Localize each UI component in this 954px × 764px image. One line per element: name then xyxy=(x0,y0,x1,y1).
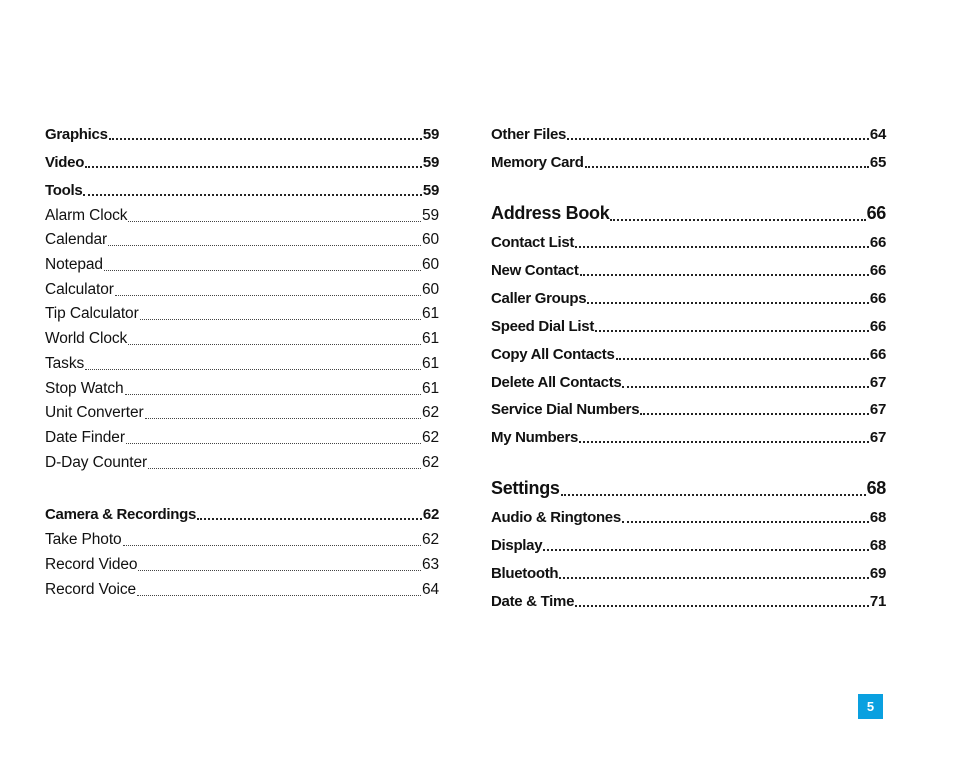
toc-entry-label: Caller Groups xyxy=(491,290,587,307)
toc-entry-page: 66 xyxy=(866,203,886,223)
toc-entry-page: 67 xyxy=(869,374,886,391)
toc-entry[interactable] xyxy=(491,234,886,251)
toc-entry-page: 67 xyxy=(869,401,886,418)
toc-entry-page: 61 xyxy=(421,330,439,347)
toc-entry[interactable] xyxy=(45,380,439,398)
toc-entry-label: Record Video xyxy=(45,556,138,573)
toc-entry-label: Speed Dial List xyxy=(491,318,595,335)
toc-entry-page: 59 xyxy=(422,126,439,143)
dot-leader xyxy=(567,138,869,140)
toc-entry-page: 66 xyxy=(869,290,886,307)
dot-leader xyxy=(83,194,422,196)
toc-entry-page: 62 xyxy=(422,506,439,523)
toc-entry[interactable] xyxy=(45,581,439,599)
dot-leader xyxy=(115,295,421,296)
toc-entry[interactable] xyxy=(45,231,439,249)
dot-leader xyxy=(125,394,421,395)
dot-leader xyxy=(575,246,869,248)
dot-leader xyxy=(85,166,422,168)
toc-entry-label: Address Book xyxy=(491,203,610,223)
toc-entry-label: Date & Time xyxy=(491,593,575,610)
toc-entry-page: 59 xyxy=(421,207,439,224)
toc-entry[interactable] xyxy=(45,506,439,523)
toc-entry-label: Tools xyxy=(45,182,83,199)
toc-entry-label: Calculator xyxy=(45,281,114,298)
dot-leader xyxy=(580,274,869,276)
toc-entry-page: 66 xyxy=(869,234,886,251)
dot-leader xyxy=(104,270,421,271)
toc-entry[interactable] xyxy=(491,509,886,526)
toc-entry-page: 66 xyxy=(869,346,886,363)
toc-entry[interactable] xyxy=(45,305,439,323)
toc-entry-label: Contact List xyxy=(491,234,575,251)
toc-entry-page: 68 xyxy=(866,478,886,498)
toc-entry-label: Delete All Contacts xyxy=(491,374,622,391)
toc-entry-label: Calendar xyxy=(45,231,108,248)
toc-entry-page: 61 xyxy=(421,380,439,397)
toc-entry-page: 71 xyxy=(869,593,886,610)
toc-entry-page: 61 xyxy=(421,305,439,322)
toc-entry[interactable] xyxy=(491,537,886,554)
dot-leader xyxy=(138,570,421,571)
toc-entry[interactable] xyxy=(45,330,439,348)
toc-entry-page: 66 xyxy=(869,262,886,279)
toc-entry[interactable] xyxy=(491,429,886,446)
toc-entry-page: 68 xyxy=(869,537,886,554)
toc-entry[interactable] xyxy=(45,154,439,171)
dot-leader xyxy=(123,545,421,546)
toc-entry[interactable] xyxy=(45,556,439,574)
toc-entry-page: 59 xyxy=(422,182,439,199)
toc-entry[interactable] xyxy=(491,318,886,335)
toc-entry[interactable] xyxy=(45,355,439,373)
toc-entry-label: Alarm Clock xyxy=(45,207,128,224)
toc-entry-label: Display xyxy=(491,537,543,554)
toc-entry-label: Take Photo xyxy=(45,531,122,548)
toc-entry-label: Stop Watch xyxy=(45,380,124,397)
toc-entry-label: Copy All Contacts xyxy=(491,346,615,363)
dot-leader xyxy=(561,494,866,496)
toc-entry[interactable] xyxy=(45,126,439,143)
toc-entry-label: Graphics xyxy=(45,126,108,143)
toc-entry-page: 68 xyxy=(869,509,886,526)
toc-entry-page: 60 xyxy=(421,256,439,273)
dot-leader xyxy=(585,166,869,168)
toc-entry-page: 60 xyxy=(421,231,439,248)
toc-entry-page: 62 xyxy=(421,404,439,421)
dot-leader xyxy=(140,319,421,320)
page-number-badge: 5 xyxy=(858,694,883,719)
dot-leader xyxy=(109,138,422,140)
dot-leader xyxy=(559,577,869,579)
toc-entry[interactable] xyxy=(491,565,886,582)
toc-entry-label: Tip Calculator xyxy=(45,305,139,322)
dot-leader xyxy=(640,413,869,415)
dot-leader xyxy=(148,468,421,469)
dot-leader xyxy=(145,418,421,419)
dot-leader xyxy=(579,441,869,443)
toc-entry-label: Tasks xyxy=(45,355,85,372)
toc-entry-label: New Contact xyxy=(491,262,579,279)
toc-entry-label: Service Dial Numbers xyxy=(491,401,640,418)
dot-leader xyxy=(85,369,421,370)
toc-entry-page: 64 xyxy=(869,126,886,143)
toc-entry[interactable] xyxy=(491,346,886,363)
toc-section-heading[interactable] xyxy=(491,203,886,224)
toc-entry[interactable] xyxy=(491,401,886,418)
dot-leader xyxy=(543,549,869,551)
toc-entry[interactable] xyxy=(45,256,439,274)
dot-leader xyxy=(128,344,421,345)
dot-leader xyxy=(622,386,868,388)
dot-leader xyxy=(575,605,869,607)
toc-entry-page: 60 xyxy=(421,281,439,298)
toc-entry-page: 59 xyxy=(422,154,439,171)
toc-entry-label: Video xyxy=(45,154,85,171)
toc-entry-label: Camera & Recordings xyxy=(45,506,197,523)
toc-entry-label: Unit Converter xyxy=(45,404,144,421)
dot-leader xyxy=(137,595,421,596)
toc-entry-label: Bluetooth xyxy=(491,565,559,582)
dot-leader xyxy=(587,302,869,304)
toc-entry-page: 62 xyxy=(421,429,439,446)
toc-entry[interactable] xyxy=(491,290,886,307)
dot-leader xyxy=(126,443,421,444)
toc-entry-page: 61 xyxy=(421,355,439,372)
toc-entry-label: Settings xyxy=(491,478,560,498)
toc-entry[interactable] xyxy=(491,593,886,610)
toc-entry[interactable] xyxy=(45,404,439,422)
dot-leader xyxy=(128,221,421,222)
toc-entry-label: Other Files xyxy=(491,126,567,143)
dot-leader xyxy=(595,330,869,332)
toc-section-heading[interactable] xyxy=(491,478,886,499)
toc-entry-page: 66 xyxy=(869,318,886,335)
toc-entry-label: D-Day Counter xyxy=(45,454,148,471)
toc-entry[interactable] xyxy=(45,454,439,472)
dot-leader xyxy=(610,219,865,221)
toc-entry-label: Date Finder xyxy=(45,429,125,446)
toc-entry[interactable] xyxy=(491,374,886,391)
toc-entry-label: Memory Card xyxy=(491,154,584,171)
toc-entry-page: 62 xyxy=(421,454,439,471)
toc-entry-page: 63 xyxy=(421,556,439,573)
toc-entry-page: 67 xyxy=(869,429,886,446)
toc-entry-label: Notepad xyxy=(45,256,103,273)
toc-entry[interactable] xyxy=(45,182,439,199)
dot-leader xyxy=(616,358,869,360)
toc-entry[interactable] xyxy=(45,207,439,225)
toc-entry-page: 69 xyxy=(869,565,886,582)
toc-entry-label: World Clock xyxy=(45,330,128,347)
toc-entry[interactable] xyxy=(491,154,886,171)
toc-entry-label: My Numbers xyxy=(491,429,579,446)
toc-entry[interactable] xyxy=(45,531,439,549)
toc-entry-page: 64 xyxy=(421,581,439,598)
toc-entry-page: 62 xyxy=(421,531,439,548)
toc-entry[interactable] xyxy=(45,429,439,447)
toc-entry-label: Audio & Ringtones xyxy=(491,509,621,526)
dot-leader xyxy=(622,521,869,523)
toc-entry[interactable] xyxy=(491,126,886,143)
toc-entry[interactable] xyxy=(491,262,886,279)
toc-entry-label: Record Voice xyxy=(45,581,136,598)
toc-entry[interactable] xyxy=(45,281,439,299)
dot-leader xyxy=(108,245,421,246)
toc-entry-page: 65 xyxy=(869,154,886,171)
dot-leader xyxy=(197,518,422,520)
